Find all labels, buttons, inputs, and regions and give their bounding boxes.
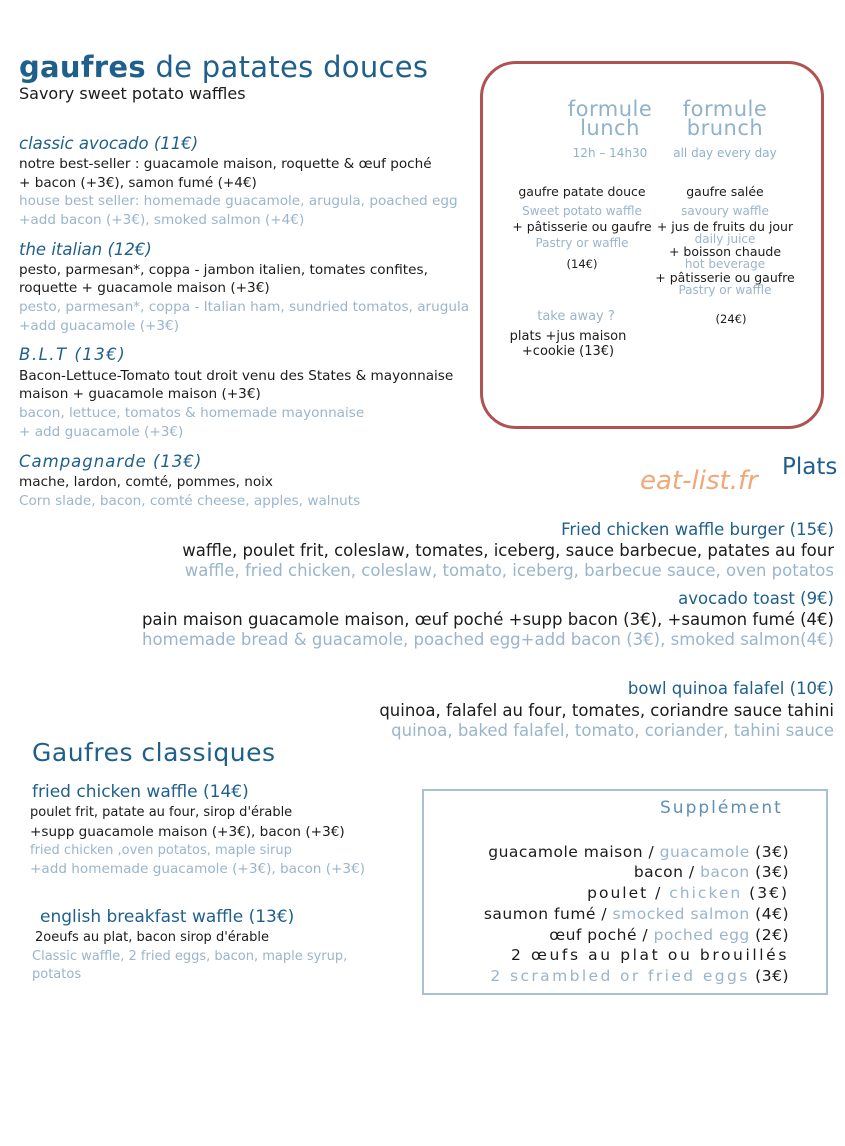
formule-brunch-price: (24€) — [715, 312, 747, 326]
menu-subtitle: Savory sweet potato waffles — [19, 84, 246, 103]
formule-brunch-extra-en: Pastry or waffle — [678, 283, 772, 297]
supplement-en: 2 scrambled or fried eggs — [490, 967, 750, 985]
menu-title-bold: gaufres — [19, 50, 146, 84]
formule-brunch-drink: + boisson chaude — [668, 244, 782, 259]
plat-desc-en: waffle, fried chicken, coleslaw, tomato, iceberg, barbecue sauce, oven potatos — [184, 561, 834, 580]
menu-title-rest: de patates douces — [145, 50, 429, 84]
plats-title: Plats — [782, 454, 838, 480]
supplement-fr: œuf poché / — [549, 926, 654, 944]
item-desc-en: pesto, parmesan*, coppa - Italian ham, sundried tomatos, arugula — [19, 299, 470, 315]
formule-lunch-extra: + pâtisserie ou gaufre — [512, 219, 652, 234]
supplement-en: poched egg — [653, 926, 750, 944]
plat-name-bowl-quinoa-falafel: bowl quinoa falafel (10€) — [627, 679, 834, 698]
classique-name-fried-chicken-waffle: fried chicken waffle (14€) — [32, 782, 249, 802]
takeaway-line2: +cookie (13€) — [521, 344, 615, 359]
takeaway-title: take away ? — [537, 309, 615, 324]
supplement-fr: 2 œufs au plat ou brouillés — [511, 946, 789, 964]
formule-brunch-juice: + jus de fruits du jour — [656, 219, 794, 234]
formule-brunch-extra: + pâtisserie ou gaufre — [655, 270, 795, 285]
supplement-fr: guacamole maison / — [488, 843, 660, 861]
item-desc-fr: notre best-seller : guacamole maison, roquette & œuf poché — [19, 156, 432, 172]
supplement-row — [634, 863, 789, 881]
plat-name-avocado-toast: avocado toast (9€) — [678, 589, 834, 608]
classique-desc-fr: poulet frit, patate au four, sirop d'érable — [30, 805, 293, 820]
classiques-title: Gaufres classiques — [32, 738, 276, 767]
plat-desc-en: quinoa, baked falafel, tomato, coriander, tahini sauce — [391, 721, 834, 740]
item-desc-en: +add bacon (+3€), smoked salmon (+4€) — [19, 212, 305, 228]
item-desc-fr: maison + guacamole maison (+3€) — [19, 386, 261, 402]
plat-desc-fr: quinoa, falafel au four, tomates, coriandre sauce tahini — [379, 701, 834, 720]
item-desc-fr: mache, lardon, comté, pommes, noix — [19, 474, 273, 490]
formule-lunch-main: gaufre patate douce — [518, 184, 646, 199]
menu-title — [19, 50, 428, 84]
classique-desc-en: Classic waffle, 2 fried eggs, bacon, maple syrup, — [32, 949, 348, 964]
item-desc-en: bacon, lettuce, tomatos & homemade mayonnaise — [19, 405, 365, 421]
item-desc-fr: roquette + guacamole maison (+3€) — [19, 280, 270, 296]
classique-desc-en: fried chicken ,oven potatos, maple sirup — [30, 843, 292, 858]
formule-lunch-extra-en: Pastry or waffle — [535, 236, 629, 250]
formule-lunch-line2: lunch — [580, 116, 640, 140]
formule-brunch-juice-en: daily juice — [694, 232, 756, 246]
item-desc-fr: + bacon (+3€), samon fumé (+4€) — [19, 175, 257, 191]
supplement-title: Supplément — [660, 798, 783, 818]
item-desc-en: + add guacamole (+3€) — [19, 424, 184, 440]
formule-brunch-heading — [645, 97, 805, 140]
supplement-en: bacon — [700, 863, 750, 881]
formule-lunch-price: (14€) — [566, 257, 598, 271]
supplement-row — [484, 905, 789, 923]
supplement-en: chicken — [669, 884, 743, 902]
item-desc-fr: Bacon-Lettuce-Tomato tout droit venu des States & mayonnaise — [19, 368, 454, 384]
supplement-row — [488, 843, 789, 861]
watermark: eat-list.fr — [640, 466, 758, 496]
plat-desc-fr: pain maison guacamole maison, œuf poché +supp bacon (3€), +saumon fumé (4€) — [141, 610, 834, 629]
formule-brunch-main-en: savoury waffle — [681, 204, 769, 218]
item-name-campagnarde: Campagnarde (13€) — [19, 452, 203, 471]
supplement-row — [549, 926, 789, 944]
supplement-price: (3€) — [749, 863, 789, 881]
supplement-fr: poulet / — [587, 884, 670, 902]
formule-lunch-hours: 12h – 14h30 — [572, 146, 648, 160]
item-desc-fr: pesto, parmesan*, coppa - jambon italien, tomates confites, — [19, 262, 428, 278]
takeaway-line1: plats +jus maison — [509, 329, 627, 344]
item-desc-en: +add guacamole (+3€) — [19, 318, 179, 334]
plat-desc-fr: waffle, poulet frit, coleslaw, tomates, iceberg, sauce barbecue, patates au four — [182, 541, 834, 560]
formule-brunch-main: gaufre salée — [686, 184, 764, 199]
supplement-fr: saumon fumé / — [483, 905, 613, 923]
classique-desc-en: potatos — [32, 967, 82, 982]
item-desc-en: Corn slade, bacon, comté cheese, apples, walnuts — [19, 493, 361, 509]
plat-name-fried-chicken-burger: Fried chicken waffle burger (15€) — [561, 520, 834, 539]
item-name-classic-avocado: classic avocado (11€) — [19, 134, 199, 153]
formule-lunch-main-en: Sweet potato waffle — [522, 204, 642, 218]
formule-lunch-line1: formule — [567, 97, 653, 121]
supplement-price: (3€) — [749, 843, 789, 861]
item-name-blt: B.L.T (13€) — [19, 345, 127, 364]
supplement-en: guacamole — [659, 843, 750, 861]
formule-brunch-line1: formule — [682, 97, 768, 121]
supplement-row — [490, 967, 789, 985]
supplement-row — [511, 946, 789, 964]
item-desc-en: house best seller: homemade guacamole, arugula, poached egg — [19, 193, 458, 209]
formule-brunch-drink-en: hot beverage — [684, 257, 766, 271]
supplement-price: (4€) — [749, 905, 789, 923]
supplement-row — [587, 884, 789, 902]
classique-desc-fr: +supp guacamole maison (+3€), bacon (+3€) — [30, 824, 345, 840]
classique-name-english-breakfast: english breakfast waffle (13€) — [40, 907, 295, 927]
supplement-price: (2€) — [749, 926, 789, 944]
classique-desc-fr: 2oeufs au plat, bacon sirop d'érable — [35, 930, 269, 945]
supplement-price: (3€) — [742, 884, 789, 902]
classique-desc-en: +add homemade guacamole (+3€), bacon (+3€) — [30, 861, 366, 877]
supplement-fr: bacon / — [633, 863, 701, 881]
formule-brunch-hours: all day every day — [673, 146, 777, 160]
supplement-price: (3€) — [749, 967, 789, 985]
plat-desc-en: homemade bread & guacamole, poached egg+add bacon (3€), smoked salmon(4€) — [142, 630, 834, 649]
item-name-the-italian: the italian (12€) — [19, 240, 152, 259]
supplement-en: smocked salmon — [612, 905, 750, 923]
formule-brunch-line2: brunch — [686, 116, 764, 140]
